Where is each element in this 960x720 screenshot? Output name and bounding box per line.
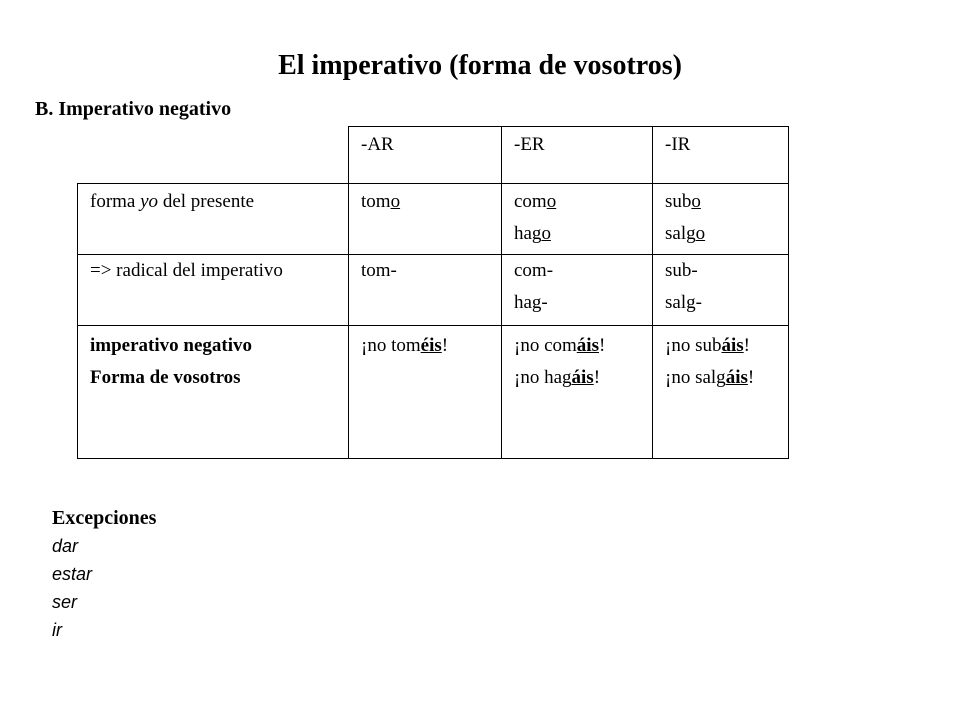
- cell-yo-er: [502, 184, 653, 255]
- negative-command: ¡no toméis!: [361, 335, 449, 356]
- cell-radical-er: [502, 255, 653, 326]
- negative-command: ¡no comáis!: [514, 335, 606, 356]
- row-label-yo-form: forma yo del presente: [78, 184, 349, 255]
- verb-form: tomo: [361, 191, 401, 212]
- table-row-yo-form: [78, 184, 789, 255]
- cell-radical-ir: [653, 255, 789, 326]
- verb-form: hago: [514, 223, 551, 244]
- table-row-radical: [78, 255, 789, 326]
- negative-command: ¡no subáis!: [665, 335, 750, 356]
- verb-form: como: [514, 191, 557, 212]
- table-row-negative-imperative: [78, 326, 789, 459]
- cell-negative-er: [502, 326, 653, 459]
- section-subtitle: B. Imperativo negativo: [35, 98, 232, 120]
- verb-stem: tom-: [361, 260, 397, 281]
- verb-form: subo: [665, 191, 701, 212]
- header-er: -ER: [502, 127, 653, 184]
- row-label-negative-imperative: imperativo negativo Forma de vosotros: [78, 326, 349, 459]
- verb-stem: com-: [514, 260, 554, 281]
- cell-radical-ar: [349, 255, 502, 326]
- cell-yo-ar: [349, 184, 502, 255]
- header-blank-cell: [78, 127, 349, 184]
- header-ir: -IR: [653, 127, 789, 184]
- exception-item: dar: [52, 536, 79, 556]
- cell-negative-ar: [349, 326, 502, 459]
- page-title: El imperativo (forma de vosotros): [278, 50, 682, 81]
- verb-stem: sub-: [665, 260, 698, 281]
- table-header-row: [78, 127, 789, 184]
- negative-command: ¡no hagáis!: [514, 367, 601, 388]
- cell-negative-ir: [653, 326, 789, 459]
- row-label-radical: => radical del imperativo: [78, 255, 349, 326]
- exceptions-heading: Excepciones: [52, 507, 157, 529]
- verb-stem: salg-: [665, 292, 702, 313]
- verb-stem: hag-: [514, 292, 548, 313]
- cell-yo-ir: [653, 184, 789, 255]
- exception-item: ser: [52, 592, 78, 612]
- negative-command: ¡no salgáis!: [665, 367, 755, 388]
- exception-item: estar: [52, 564, 93, 584]
- header-ar: -AR: [349, 127, 502, 184]
- verb-form: salgo: [665, 223, 706, 244]
- conjugation-table: [77, 126, 789, 459]
- exceptions-section: [52, 504, 156, 644]
- exception-item: ir: [52, 620, 62, 640]
